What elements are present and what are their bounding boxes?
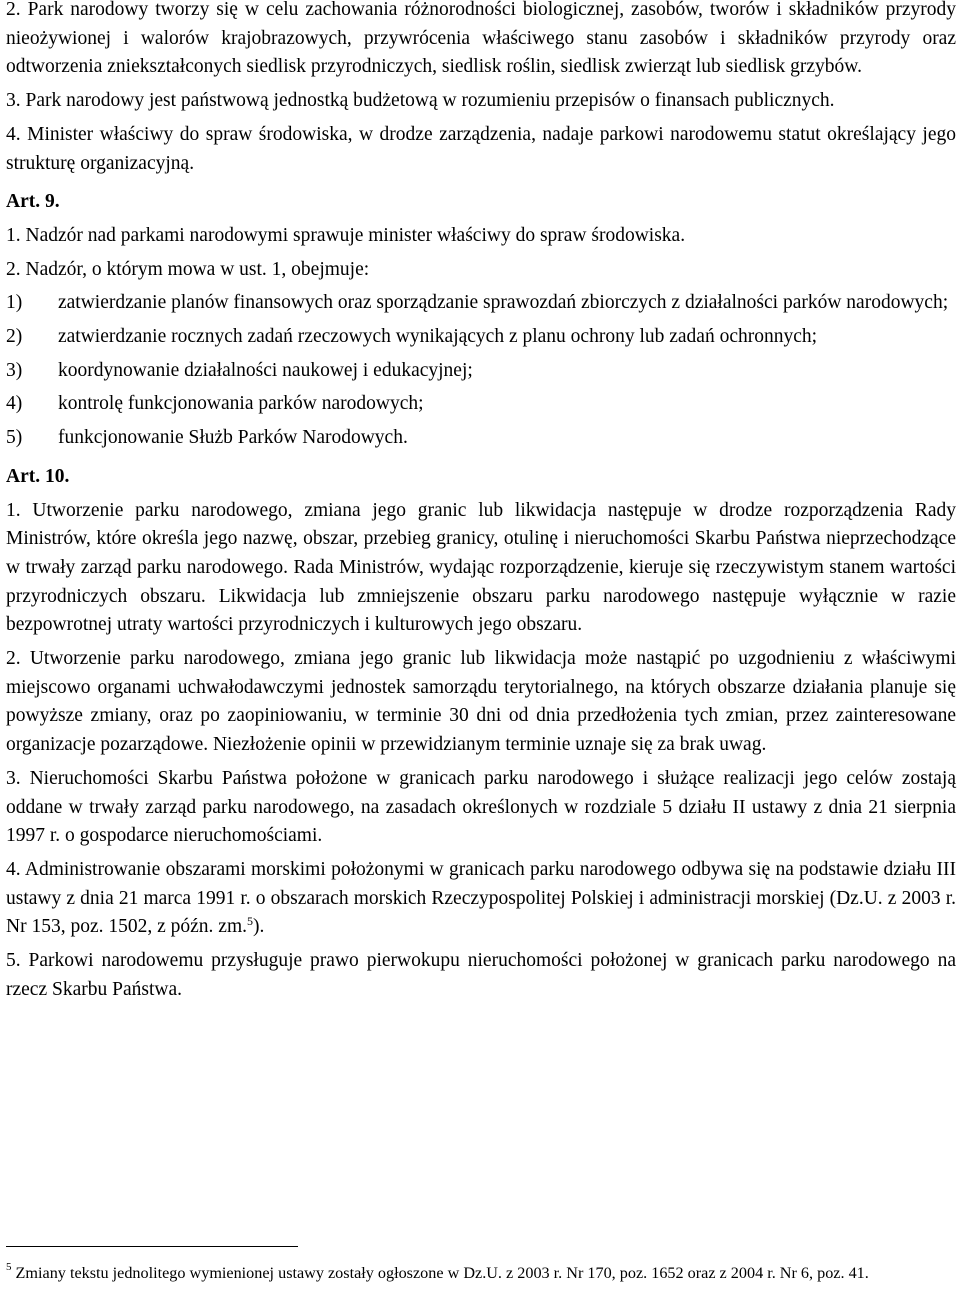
list-item-text: koordynowanie działalności naukowej i edukacyjnej;	[58, 359, 473, 381]
list-item-text: zatwierdzanie planów finansowych oraz sporządzanie sprawozdań zbiorczych z działalności parków narodowych;	[58, 292, 949, 314]
paragraph-4: 4. Minister właściwy do spraw środowiska, w drodze zarządzenia, nadaje parkowi narodowemu statut określający jego strukturę organizacyjną.	[6, 123, 956, 174]
list-item	[6, 424, 956, 453]
footnote-divider	[6, 1246, 298, 1247]
article-10-paragraph-1: 1. Utworzenie parku narodowego, zmiana jego granic lub likwidacja następuje w drodze rozporządzenia Rady Ministrów, które określa jego nazwę, obszar, przebieg granicy, otulinę i nieruchomości Skarbu Państwa nieprzechodzące w trwały zarząd parku narodowego. Rada Ministrów, wydając rozporządzenie, kieruje się rzeczywistym stanem wartości przyrodniczych obszaru. Likwidacja lub zmniejszenie obszaru parku narodowego następuje wyłącznie w razie bezpowrotnej utraty wartości przyrodniczych i kulturowych jego obszaru.	[6, 499, 956, 636]
list-item-number: 3)	[6, 359, 23, 381]
list-item	[6, 323, 956, 352]
article-10-paragraph-4	[6, 856, 956, 942]
footnote-number: 5	[6, 1261, 12, 1273]
list-item-number: 1)	[6, 292, 23, 314]
article-10-paragraph-4-text: 4. Administrowanie obszarami morskimi położonymi w granicach parku narodowego odbywa się na podstawie działu III ustawy z dnia 21 marca 1991 r. o obszarach morskich Rzeczypospolitej Polskiej i administracji morskiej (Dz.U. z 2003 r. Nr 153, poz. 1502, z późn. zm.	[6, 858, 956, 938]
paragraph-3: 3. Park narodowy jest państwową jednostką budżetową w rozumieniu przepisów o finansach publicznych.	[6, 90, 835, 112]
footnote-reference[interactable]: 5	[247, 914, 253, 929]
list-item-number: 4)	[6, 393, 23, 415]
list-item-text: funkcjonowanie Służb Parków Narodowych.	[58, 427, 408, 449]
article-9-paragraph-1: 1. Nadzór nad parkami narodowymi sprawuje minister właściwy do spraw środowiska.	[6, 224, 686, 246]
list-item-text: kontrolę funkcjonowania parków narodowych;	[58, 393, 424, 415]
list-item	[6, 357, 956, 386]
article-10-heading: Art. 10.	[6, 465, 70, 487]
article-10-paragraph-5: 5. Parkowi narodowemu przysługuje prawo pierwokupu nieruchomości położonej w granicach parku narodowego na rzecz Skarbu Państwa.	[6, 950, 956, 1000]
document-page	[6, 0, 956, 1005]
footnote	[6, 1262, 956, 1285]
list-item-number: 2)	[6, 326, 23, 348]
article-10-paragraph-4-end: ).	[253, 916, 265, 938]
article-9-heading: Art. 9.	[6, 191, 60, 213]
list-item	[6, 390, 956, 419]
paragraph-2: 2. Park narodowy tworzy się w celu zachowania różnorodności biologicznej, zasobów, tworów i składników przyrody nieożywionej i walorów krajobrazowych, przywrócenia właściwego stanu zasobów i składników przyrody oraz odtworzenia zniekształconych siedlisk przyrodniczych, siedlisk roślin, siedlisk zwierząt lub siedlisk grzybów.	[6, 0, 956, 78]
article-10-paragraph-3: 3. Nieruchomości Skarbu Państwa położone w granicach parku narodowego i służące realizacji jego celów zostają oddane w trwały zarząd parku narodowego, na zasadach określonych w rozdziale 5 działu II ustawy z dnia 21 sierpnia 1997 r. o gospodarce nieruchomościami.	[6, 767, 956, 847]
article-9-paragraph-2: 2. Nadzór, o którym mowa w ust. 1, obejmuje:	[6, 258, 370, 280]
list-item-text: zatwierdzanie rocznych zadań rzeczowych wynikających z planu ochrony lub zadań ochronnych;	[58, 326, 818, 348]
footnote-text: Zmiany tekstu jednolitego wymienionej ustawy zostały ogłoszone w Dz.U. z 2003 r. Nr 170, poz. 1652 oraz z 2004 r. Nr 6, poz. 41.	[15, 1264, 869, 1282]
list-item-number: 5)	[6, 427, 23, 449]
article-10-paragraph-2: 2. Utworzenie parku narodowego, zmiana jego granic lub likwidacja może nastąpić po uzgodnieniu z właściwymi miejscowo organami uchwałodawczymi jednostek samorządu terytorialnego, na których obszarze działania planuje się powyższe zmiany, oraz po zaopiniowaniu, w terminie 30 dni od dnia przedłożenia tych zmian, przez zainteresowane organizacje pozarządowe. Niezłożenie opinii w przewidzianym terminie uznaje się za brak uwag.	[6, 648, 956, 756]
list-item	[6, 289, 956, 318]
